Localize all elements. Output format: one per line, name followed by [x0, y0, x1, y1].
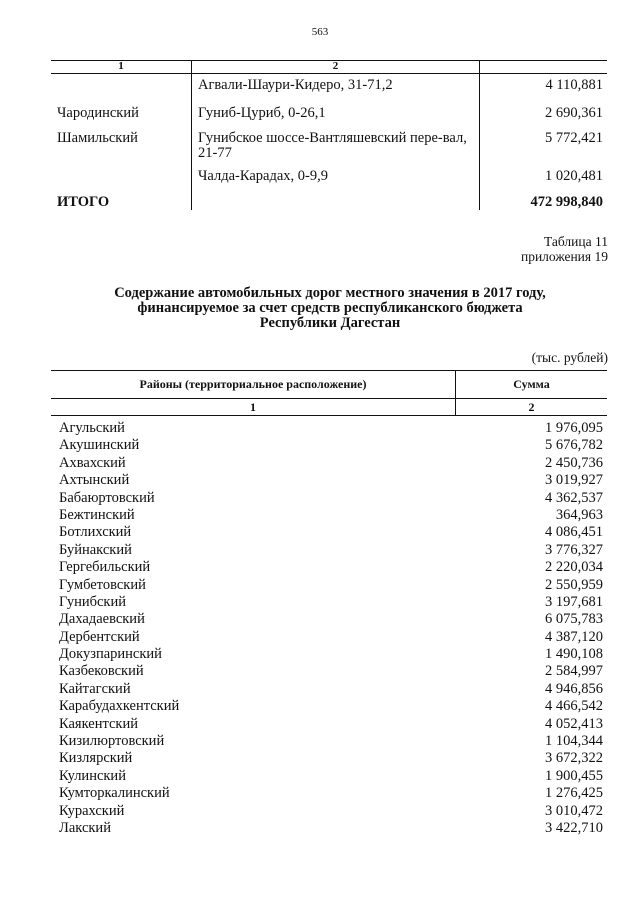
title-line: Республики Дагестан [259, 315, 401, 331]
table-row [51, 629, 607, 646]
table-row [51, 594, 607, 611]
continuation-table [51, 60, 607, 210]
table-row [51, 768, 607, 785]
table-row [51, 663, 607, 680]
table-row [51, 490, 607, 507]
table-rule [51, 73, 607, 74]
table-row [51, 577, 607, 594]
table-row [51, 611, 607, 628]
table-row [51, 420, 607, 437]
table-row [51, 559, 607, 576]
district-sum: 4 466,542 [545, 698, 603, 715]
district-name: Буйнакский [59, 541, 132, 558]
district-name: Ахтынский [59, 472, 130, 489]
table-row [51, 716, 607, 733]
district-name: Кумторкалинский [59, 785, 170, 802]
column-header-district: Районы (территориальное расположение) [139, 377, 367, 391]
table-body [51, 420, 607, 837]
table-reference [521, 234, 608, 264]
district-sum: 4 362,537 [545, 489, 603, 506]
district-name: Казбековский [59, 663, 144, 680]
column-divider [479, 60, 480, 210]
district-name: Курахский [59, 802, 125, 819]
district-name: Шамильский [57, 130, 138, 146]
district-sum: 3 776,327 [545, 541, 603, 558]
district-name: Каякентский [59, 715, 138, 732]
district-name: Чародинский [57, 105, 139, 121]
column-divider [191, 60, 192, 210]
road-name: Гунибское шоссе-Вантляшевский пере-вал, 21-77 [198, 130, 467, 161]
column-header-sum: Сумма [513, 377, 550, 391]
road-amount: 4 110,881 [545, 77, 603, 93]
column-number: 1 [118, 60, 124, 72]
page-number: 563 [311, 26, 329, 38]
district-sum: 2 550,959 [545, 576, 603, 593]
column-number: 2 [332, 60, 339, 72]
district-sum: 4 387,120 [545, 628, 603, 645]
units-label: (тыс. рублей) [531, 350, 608, 365]
district-name: Кизилюртовский [59, 733, 165, 750]
district-sum: 4 052,413 [545, 715, 603, 732]
district-sum: 4 946,856 [545, 680, 603, 697]
district-name: Кайтагский [59, 680, 131, 697]
district-sum: 4 086,451 [545, 524, 603, 541]
district-sum: 1 490,108 [545, 646, 603, 663]
column-number: 1 [250, 400, 256, 414]
table-row [51, 803, 607, 820]
title-line: Содержание автомобильных дорог местного значения в 2017 году, [114, 285, 546, 301]
district-sum: 364,963 [555, 506, 603, 523]
district-sum: 3 019,927 [545, 472, 603, 489]
district-sum: 1 900,455 [545, 767, 603, 784]
road-name: Гуниб-Цуриб, 0-26,1 [198, 105, 326, 121]
district-sum: 3 672,322 [545, 750, 603, 767]
district-sum: 3 422,710 [545, 819, 603, 836]
district-name: Дербентский [59, 628, 140, 645]
table-row [51, 524, 607, 541]
district-name: Акушинский [59, 437, 140, 454]
district-sum: 2 220,034 [545, 559, 603, 576]
district-sum: 2 584,997 [545, 663, 603, 680]
table-row [51, 820, 607, 837]
road-name: Чалда-Карадах, 0-9,9 [198, 168, 328, 184]
table-row [51, 472, 607, 489]
district-sum: 1 104,344 [545, 733, 603, 750]
column-number [480, 60, 607, 73]
table-reference-line: приложения 19 [520, 249, 608, 264]
district-name: Гергебильский [59, 559, 151, 576]
table-rule [51, 415, 607, 416]
road-name: Агвали-Шаури-Кидеро, 31-71,2 [198, 77, 393, 93]
table-row [51, 437, 607, 454]
district-name: Агульский [59, 420, 125, 436]
district-name: Дахадаевский [59, 611, 145, 628]
district-sum: 3 010,472 [545, 802, 603, 819]
table-row [51, 681, 607, 698]
district-name: Докузпаринский [59, 646, 162, 663]
district-name: Кизлярский [59, 750, 133, 767]
district-sum: 3 197,681 [545, 593, 603, 610]
total-amount: 472 998,840 [530, 194, 603, 210]
district-sum: 2 450,736 [545, 454, 603, 471]
district-name: Карабудахкентский [59, 698, 180, 715]
table-row [51, 646, 607, 663]
district-name: Гумбетовский [59, 576, 146, 593]
table-row [51, 733, 607, 750]
table-row [51, 542, 607, 559]
document-title [60, 286, 600, 331]
road-amount: 2 690,361 [545, 105, 603, 121]
table-row [51, 785, 607, 802]
road-amount: 5 772,421 [545, 130, 603, 146]
district-name: Гунибский [59, 593, 126, 610]
table-reference-line: Таблица 11 [544, 234, 608, 249]
table-row [51, 698, 607, 715]
district-name: Лакский [59, 819, 111, 836]
table-row [51, 750, 607, 767]
district-name: Кулинский [59, 767, 126, 784]
total-label: ИТОГО [57, 194, 110, 210]
district-name: Ботлихский [59, 524, 132, 541]
district-sum: 5 676,782 [545, 437, 603, 454]
table-row [51, 507, 607, 524]
district-name: Бежтинский [59, 506, 135, 523]
district-name: Ахвахский [59, 454, 126, 471]
district-name: Бабаюртовский [59, 489, 155, 506]
district-sum: 1 276,425 [545, 785, 603, 802]
road-amount: 1 020,481 [545, 168, 603, 184]
district-sum: 6 075,783 [545, 611, 603, 628]
district-sum: 1 976,095 [545, 420, 603, 436]
column-number: 2 [528, 400, 535, 414]
title-line: финансируемое за счет средств республиканского бюджета [137, 300, 523, 316]
table-row [51, 455, 607, 472]
